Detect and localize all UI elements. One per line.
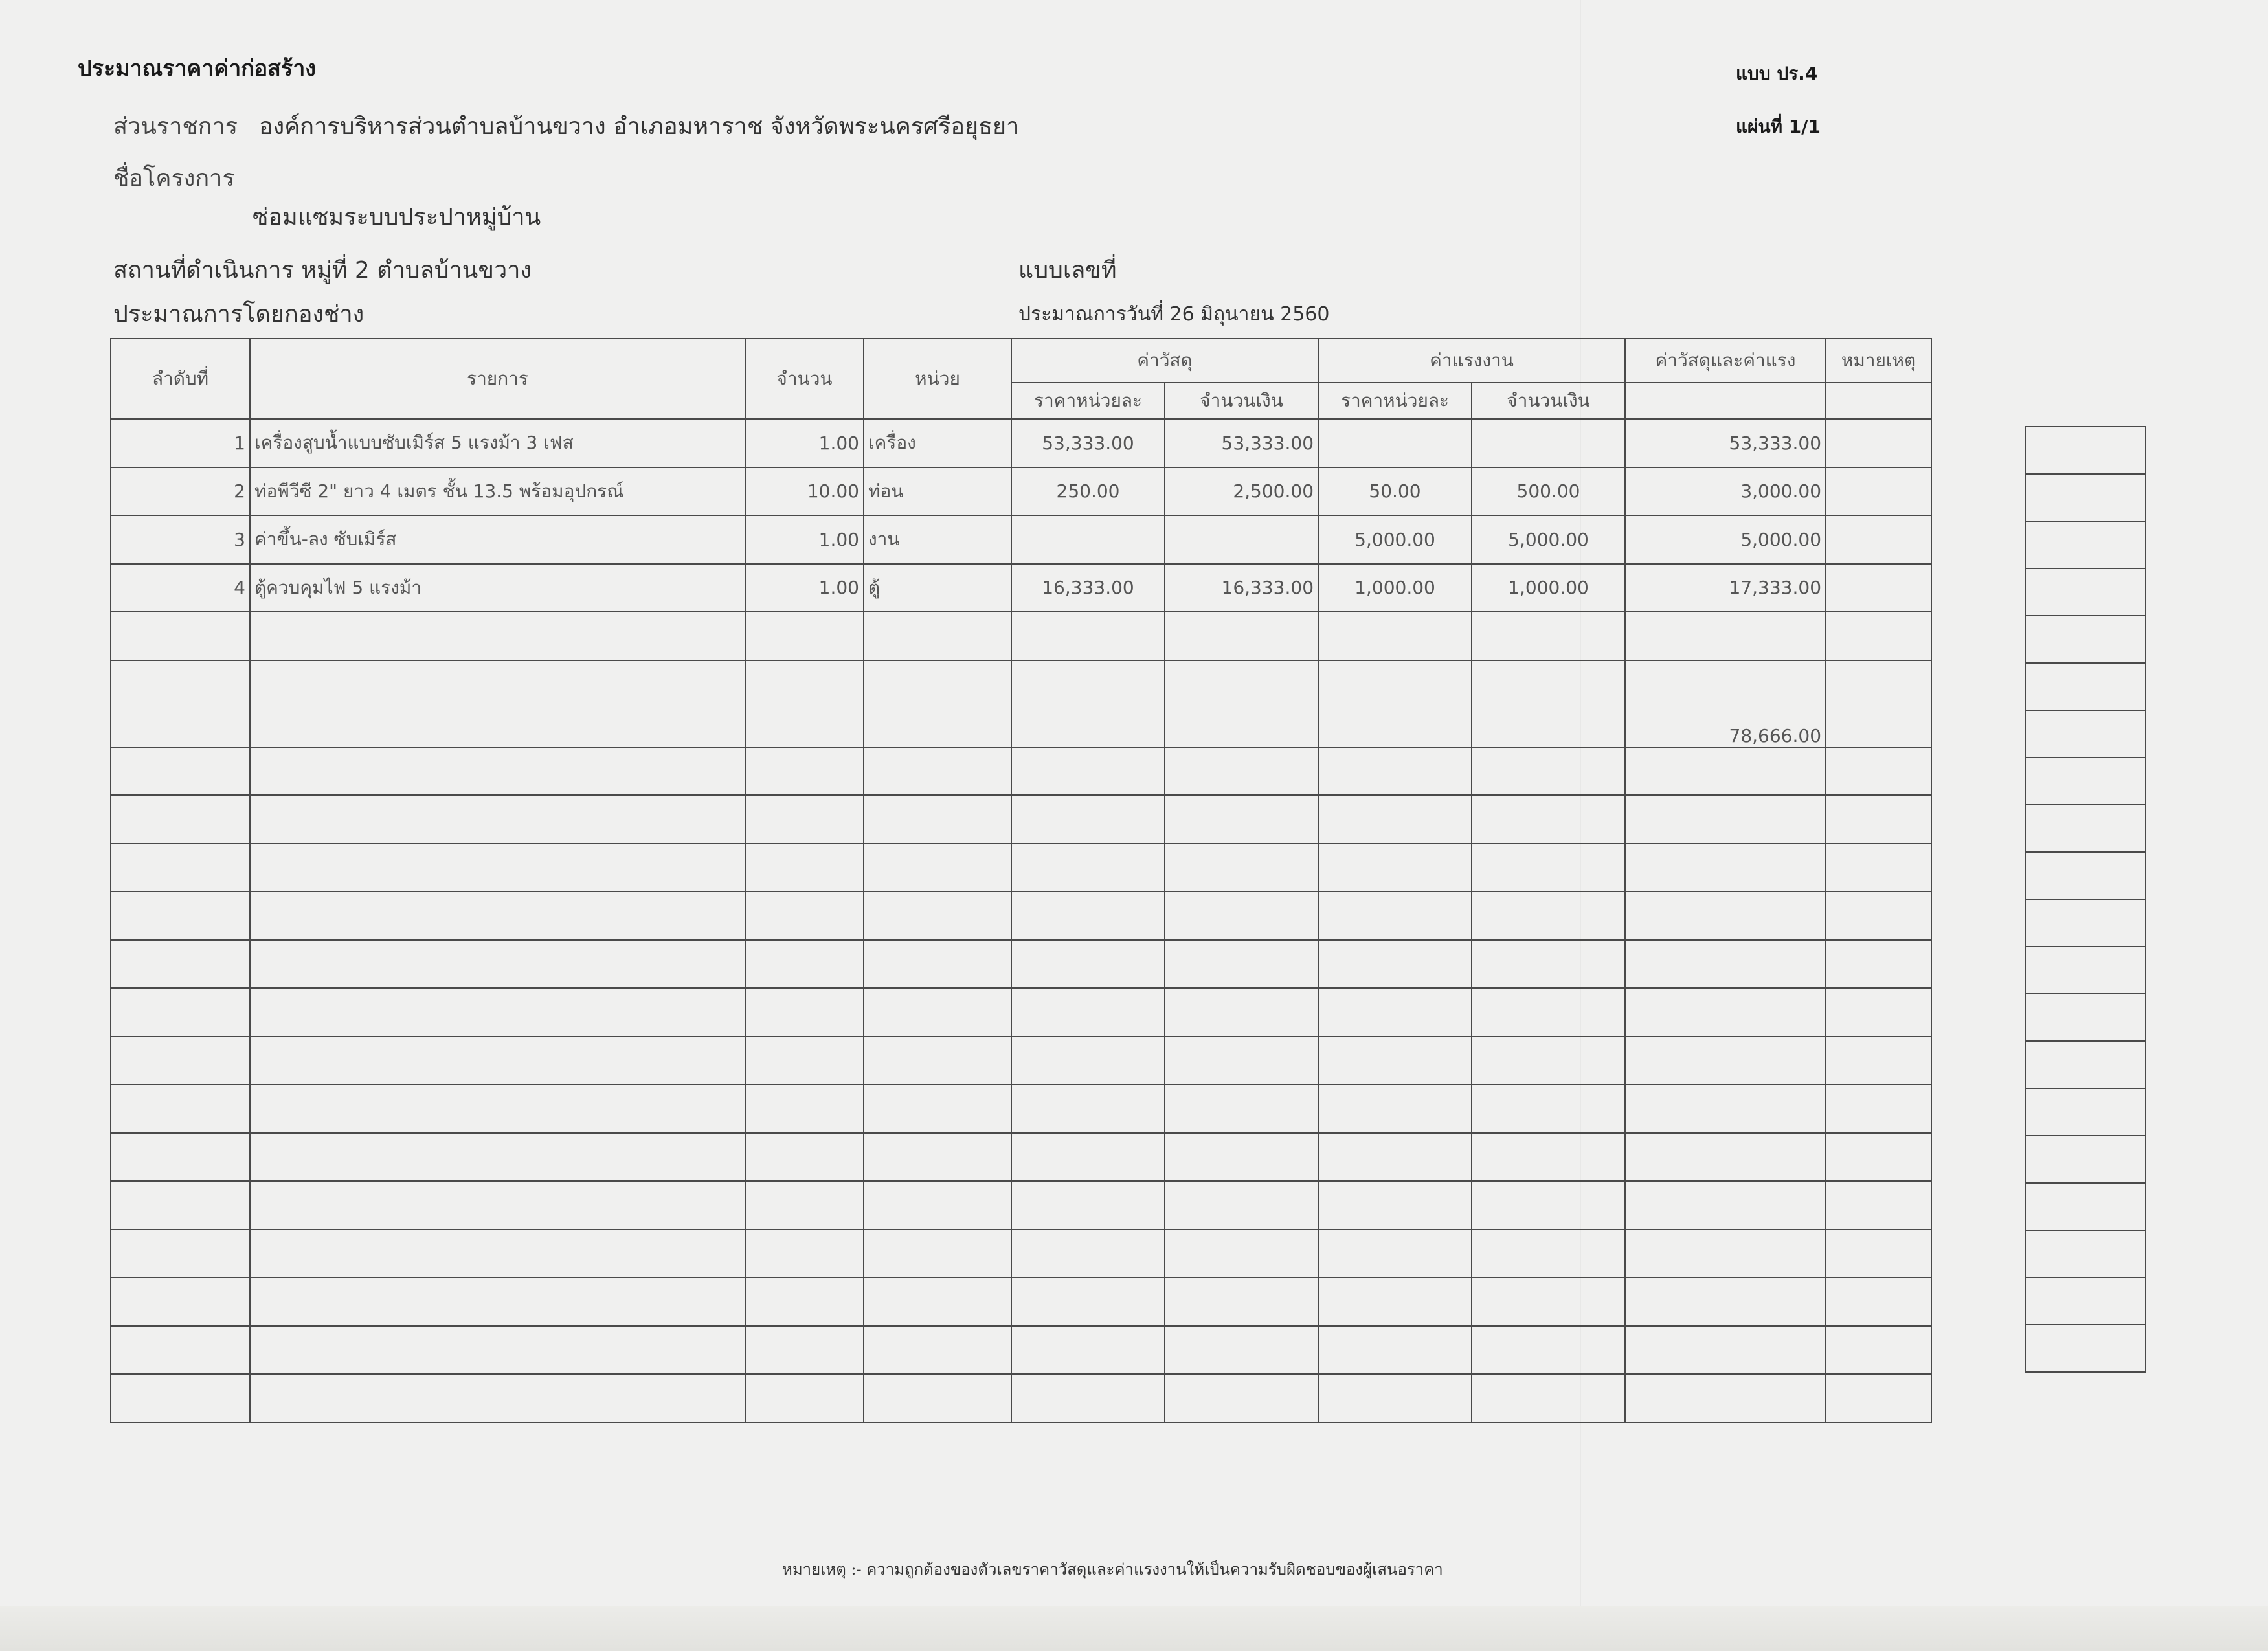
row-item: ค่าขึ้น-ลง ซับเมิร์ส [250, 515, 745, 564]
table-row [111, 419, 1931, 467]
grand-total: 78,666.00 [1625, 660, 1826, 747]
row-unit: งาน [864, 515, 1011, 564]
blank-cell [1826, 1326, 1931, 1375]
blank-cell [745, 1230, 864, 1278]
blank-cell [1165, 795, 1318, 844]
side-box [2025, 616, 2146, 663]
blank-row [111, 1181, 1931, 1230]
blank-cell [864, 1181, 1011, 1230]
blank-cell [1318, 612, 1472, 660]
blank-cell [1318, 1230, 1472, 1278]
table-row [111, 515, 1931, 564]
blank-cell [864, 1084, 1011, 1133]
blank-cell [111, 1084, 250, 1133]
blank-cell [1625, 1084, 1826, 1133]
blank-cell [111, 1181, 250, 1230]
blank-cell [1011, 795, 1165, 844]
blank-cell [1011, 1084, 1165, 1133]
blank-cell [111, 1374, 250, 1422]
blank-cell [1826, 660, 1931, 747]
side-row [2025, 899, 2146, 947]
blank-cell [864, 795, 1011, 844]
blank-cell [1165, 844, 1318, 892]
blank-cell [111, 795, 250, 844]
blank-cell [1826, 1230, 1931, 1278]
side-row [2025, 1041, 2146, 1088]
blank-cell [111, 1037, 250, 1085]
blank-cell [1625, 1133, 1826, 1182]
blank-row [111, 1084, 1931, 1133]
blank-cell [1826, 1133, 1931, 1182]
blank-cell [1472, 892, 1625, 940]
blank-cell [1625, 988, 1826, 1037]
blank-cell [1165, 1084, 1318, 1133]
blank-cell [111, 660, 250, 747]
row-material-unit-price: 16,333.00 [1011, 564, 1165, 612]
blank-cell [1625, 940, 1826, 989]
blank-cell [1011, 940, 1165, 989]
side-box [2025, 1041, 2146, 1088]
row-remark [1826, 515, 1931, 564]
blank-cell [1472, 1181, 1625, 1230]
blank-cell [250, 940, 745, 989]
row-number: 1 [111, 419, 250, 467]
header-material-amount: จำนวนเงิน [1165, 383, 1318, 419]
header-item: รายการ [250, 339, 745, 419]
side-row [2025, 805, 2146, 852]
blank-cell [111, 612, 250, 660]
side-row [2025, 947, 2146, 994]
row-qty: 1.00 [745, 515, 864, 564]
blank-cell [1011, 988, 1165, 1037]
side-checkbox-column [2025, 426, 2146, 1373]
blank-cell [864, 747, 1011, 796]
blank-cell [745, 747, 864, 796]
row-number: 2 [111, 467, 250, 516]
side-box [2025, 710, 2146, 758]
side-row [2025, 852, 2146, 899]
blank-cell [745, 892, 864, 940]
row-labor-unit-price: 1,000.00 [1318, 564, 1472, 612]
blank-cell [111, 988, 250, 1037]
blank-cell [864, 940, 1011, 989]
blank-cell [1472, 612, 1625, 660]
blank-cell [745, 1326, 864, 1375]
blank-cell [1011, 612, 1165, 660]
plan-number: แบบเลขที่ [1018, 257, 1117, 284]
side-row [2025, 474, 2146, 521]
row-labor-amount: 5,000.00 [1472, 515, 1625, 564]
blank-cell [250, 1326, 745, 1375]
header-labor-amount: จำนวนเงิน [1472, 383, 1625, 419]
blank-cell [111, 844, 250, 892]
blank-cell [1165, 1277, 1318, 1326]
header-remark-blank [1826, 383, 1931, 419]
blank-cell [1165, 1181, 1318, 1230]
side-row [2025, 1325, 2146, 1372]
row-qty: 1.00 [745, 419, 864, 467]
blank-cell [1318, 940, 1472, 989]
row-remark [1826, 467, 1931, 516]
blank-cell [1826, 940, 1931, 989]
side-box [2025, 663, 2146, 710]
header-total: ค่าวัสดุและค่าแรง [1625, 339, 1826, 383]
blank-cell [1165, 1230, 1318, 1278]
side-box [2025, 1230, 2146, 1277]
blank-cell [1625, 747, 1826, 796]
side-row [2025, 663, 2146, 710]
side-box [2025, 521, 2146, 568]
row-material-amount: 16,333.00 [1165, 564, 1318, 612]
blank-cell [745, 940, 864, 989]
blank-cell [864, 612, 1011, 660]
blank-cell [745, 1277, 864, 1326]
blank-cell [250, 1230, 745, 1278]
side-box [2025, 474, 2146, 521]
row-material-amount: 2,500.00 [1165, 467, 1318, 516]
blank-cell [1011, 747, 1165, 796]
blank-row [111, 1326, 1931, 1375]
blank-row [111, 1037, 1931, 1085]
blank-cell [745, 988, 864, 1037]
blank-cell [1625, 1277, 1826, 1326]
estimator: ประมาณการโดยกองช่าง [113, 301, 365, 328]
blank-cell [1826, 844, 1931, 892]
blank-cell [864, 1277, 1011, 1326]
row-unit: ตู้ [864, 564, 1011, 612]
blank-cell [1472, 1037, 1625, 1085]
side-row [2025, 1183, 2146, 1230]
side-box [2025, 947, 2146, 994]
side-box [2025, 899, 2146, 947]
row-item: ตู้ควบคุมไฟ 5 แรงม้า [250, 564, 745, 612]
blank-cell [1826, 988, 1931, 1037]
blank-cell [1011, 844, 1165, 892]
blank-cell [111, 1326, 250, 1375]
blank-cell [1472, 1374, 1625, 1422]
side-box [2025, 994, 2146, 1041]
blank-cell [745, 795, 864, 844]
side-row [2025, 1088, 2146, 1136]
header-qty: จำนวน [745, 339, 864, 419]
row-labor-amount: 1,000.00 [1472, 564, 1625, 612]
blank-cell [745, 612, 864, 660]
blank-cell [1318, 1084, 1472, 1133]
blank-cell [864, 1133, 1011, 1182]
header-remark: หมายเหตุ [1826, 339, 1931, 383]
blank-cell [1826, 795, 1931, 844]
blank-cell [1826, 747, 1931, 796]
blank-cell [250, 1374, 745, 1422]
footer-note: หมายเหตุ :- ความถูกต้องของตัวเลขราคาวัสดุและค่าแรงงานให้เป็นความรับผิดชอบของผู้เสนอราคา [782, 1560, 1443, 1578]
side-row [2025, 1277, 2146, 1325]
side-row [2025, 568, 2146, 616]
form-code: แบบ ปร.4 [1736, 63, 1818, 84]
blank-cell [1472, 988, 1625, 1037]
blank-cell [1826, 1181, 1931, 1230]
side-box [2025, 568, 2146, 616]
blank-cell [250, 660, 745, 747]
blank-row [111, 612, 1931, 660]
row-labor-amount [1472, 419, 1625, 467]
blank-cell [1625, 795, 1826, 844]
blank-cell [1318, 1277, 1472, 1326]
side-box [2025, 758, 2146, 805]
blank-cell [745, 1084, 864, 1133]
blank-row [111, 747, 1931, 796]
side-box [2025, 427, 2146, 474]
agency-value: องค์การบริหารส่วนตำบลบ้านขวาง อำเภอมหาราช จังหวัดพระนครศรีอยุธยา [259, 113, 1020, 140]
row-item: ท่อพีวีซี 2" ยาว 4 เมตร ชั้น 13.5 พร้อมอุปกรณ์ [250, 467, 745, 516]
blank-cell [1826, 1037, 1931, 1085]
blank-cell [1472, 1326, 1625, 1375]
blank-cell [1625, 892, 1826, 940]
blank-cell [250, 844, 745, 892]
blank-cell [1318, 892, 1472, 940]
agency-label: ส่วนราชการ [113, 113, 238, 140]
blank-cell [1625, 1181, 1826, 1230]
blank-cell [1011, 1181, 1165, 1230]
blank-cell [1165, 1374, 1318, 1422]
blank-cell [1472, 1133, 1625, 1182]
row-material-amount: 53,333.00 [1165, 419, 1318, 467]
blank-row [111, 1133, 1931, 1182]
side-row [2025, 427, 2146, 474]
blank-cell [250, 747, 745, 796]
header-unit: หน่วย [864, 339, 1011, 419]
blank-cell [1826, 1374, 1931, 1422]
blank-cell [745, 1133, 864, 1182]
blank-cell [1011, 892, 1165, 940]
side-box [2025, 1183, 2146, 1230]
row-labor-unit-price: 5,000.00 [1318, 515, 1472, 564]
row-labor-unit-price [1318, 419, 1472, 467]
side-row [2025, 616, 2146, 663]
row-total: 17,333.00 [1625, 564, 1826, 612]
blank-cell [1625, 844, 1826, 892]
blank-cell [1826, 1084, 1931, 1133]
row-unit: เครื่อง [864, 419, 1011, 467]
side-box [2025, 805, 2146, 852]
document-title: ประมาณราคาค่าก่อสร้าง [78, 56, 316, 82]
blank-cell [1625, 1374, 1826, 1422]
table-row [111, 564, 1931, 612]
blank-cell [250, 1181, 745, 1230]
side-box [2025, 852, 2146, 899]
blank-cell [864, 1037, 1011, 1085]
blank-cell [1165, 660, 1318, 747]
header-labor-unit-price: ราคาหน่วยละ [1318, 383, 1472, 419]
blank-cell [250, 988, 745, 1037]
blank-cell [111, 1230, 250, 1278]
blank-cell [864, 1326, 1011, 1375]
blank-cell [250, 1037, 745, 1085]
blank-cell [1011, 1037, 1165, 1085]
blank-cell [250, 1084, 745, 1133]
blank-cell [111, 940, 250, 989]
row-qty: 10.00 [745, 467, 864, 516]
blank-cell [745, 660, 864, 747]
blank-row [111, 1230, 1931, 1278]
side-row [2025, 1230, 2146, 1277]
row-remark [1826, 564, 1931, 612]
blank-cell [1472, 795, 1625, 844]
blank-row [111, 1374, 1931, 1422]
blank-cell [1472, 1230, 1625, 1278]
blank-cell [1826, 612, 1931, 660]
side-box [2025, 1088, 2146, 1136]
blank-cell [1472, 940, 1625, 989]
blank-cell [1472, 844, 1625, 892]
row-qty: 1.00 [745, 564, 864, 612]
blank-cell [1165, 1326, 1318, 1375]
blank-cell [111, 892, 250, 940]
side-row [2025, 994, 2146, 1041]
blank-cell [864, 988, 1011, 1037]
blank-cell [1165, 747, 1318, 796]
header-labor: ค่าแรงงาน [1318, 339, 1625, 383]
side-row [2025, 758, 2146, 805]
blank-cell [864, 844, 1011, 892]
blank-cell [864, 1374, 1011, 1422]
blank-cell [1011, 1326, 1165, 1375]
blank-cell [1826, 1277, 1931, 1326]
blank-cell [1472, 747, 1625, 796]
project-label: ชื่อโครงการ [113, 165, 235, 192]
blank-cell [1472, 1084, 1625, 1133]
blank-cell [1472, 660, 1625, 747]
side-box [2025, 1325, 2146, 1372]
blank-cell [1011, 1374, 1165, 1422]
blank-cell [1318, 747, 1472, 796]
blank-cell [864, 892, 1011, 940]
side-row [2025, 1136, 2146, 1183]
blank-cell [745, 844, 864, 892]
blank-cell [1625, 1326, 1826, 1375]
blank-cell [111, 1277, 250, 1326]
blank-cell [745, 1037, 864, 1085]
row-unit: ท่อน [864, 467, 1011, 516]
blank-cell [1318, 988, 1472, 1037]
blank-cell [250, 1133, 745, 1182]
blank-cell [1318, 1133, 1472, 1182]
blank-cell [1472, 1277, 1625, 1326]
blank-row [111, 1277, 1931, 1326]
row-total: 53,333.00 [1625, 419, 1826, 467]
paper-edge [0, 1606, 2268, 1651]
row-labor-unit-price: 50.00 [1318, 467, 1472, 516]
row-total: 5,000.00 [1625, 515, 1826, 564]
blank-cell [1318, 660, 1472, 747]
table-row [111, 467, 1931, 516]
blank-cell [250, 892, 745, 940]
row-labor-amount: 500.00 [1472, 467, 1625, 516]
blank-cell [1011, 1230, 1165, 1278]
blank-cell [864, 660, 1011, 747]
row-material-amount [1165, 515, 1318, 564]
blank-cell [250, 612, 745, 660]
blank-cell [1011, 1133, 1165, 1182]
row-material-unit-price: 53,333.00 [1011, 419, 1165, 467]
blank-cell [1318, 795, 1472, 844]
blank-row [111, 940, 1931, 989]
blank-cell [1011, 660, 1165, 747]
header-material: ค่าวัสดุ [1011, 339, 1318, 383]
blank-row [111, 795, 1931, 844]
blank-cell [1318, 1326, 1472, 1375]
blank-cell [745, 1374, 864, 1422]
side-box [2025, 1277, 2146, 1325]
blank-cell [1318, 844, 1472, 892]
row-material-unit-price [1011, 515, 1165, 564]
side-row [2025, 521, 2146, 568]
estimate-table [110, 338, 1932, 1423]
header-material-unit-price: ราคาหน่วยละ [1011, 383, 1165, 419]
blank-cell [1625, 1037, 1826, 1085]
blank-cell [250, 1277, 745, 1326]
blank-row [111, 988, 1931, 1037]
row-total: 3,000.00 [1625, 467, 1826, 516]
blank-row [111, 892, 1931, 940]
blank-cell [1165, 1133, 1318, 1182]
blank-cell [1165, 988, 1318, 1037]
blank-cell [250, 795, 745, 844]
blank-cell [1165, 1037, 1318, 1085]
blank-cell [111, 1133, 250, 1182]
header-seq: ลำดับที่ [111, 339, 250, 419]
row-number: 3 [111, 515, 250, 564]
row-item: เครื่องสูบน้ำแบบซับเมิร์ส 5 แรงม้า 3 เฟส [250, 419, 745, 467]
blank-cell [1165, 892, 1318, 940]
blank-cell [1318, 1374, 1472, 1422]
blank-cell [1318, 1181, 1472, 1230]
blank-cell [111, 747, 250, 796]
sheet-number: แผ่นที่ 1/1 [1736, 116, 1821, 137]
blank-cell [1625, 612, 1826, 660]
location: สถานที่ดำเนินการ หมู่ที่ 2 ตำบลบ้านขวาง [113, 257, 532, 284]
blank-cell [1826, 892, 1931, 940]
row-material-unit-price: 250.00 [1011, 467, 1165, 516]
side-row [2025, 710, 2146, 758]
blank-cell [1011, 1277, 1165, 1326]
header-total-blank [1625, 383, 1826, 419]
blank-cell [1165, 612, 1318, 660]
blank-row [111, 844, 1931, 892]
project-value: ซ่อมแซมระบบประปาหมู่บ้าน [253, 204, 541, 230]
grand-total-row [111, 660, 1931, 747]
blank-cell [1625, 1230, 1826, 1278]
row-remark [1826, 419, 1931, 467]
side-box [2025, 1136, 2146, 1183]
blank-cell [864, 1230, 1011, 1278]
estimate-date: ประมาณการวันที่ 26 มิถุนายน 2560 [1018, 303, 1330, 326]
blank-cell [1318, 1037, 1472, 1085]
blank-cell [745, 1181, 864, 1230]
blank-cell [1165, 940, 1318, 989]
row-number: 4 [111, 564, 250, 612]
